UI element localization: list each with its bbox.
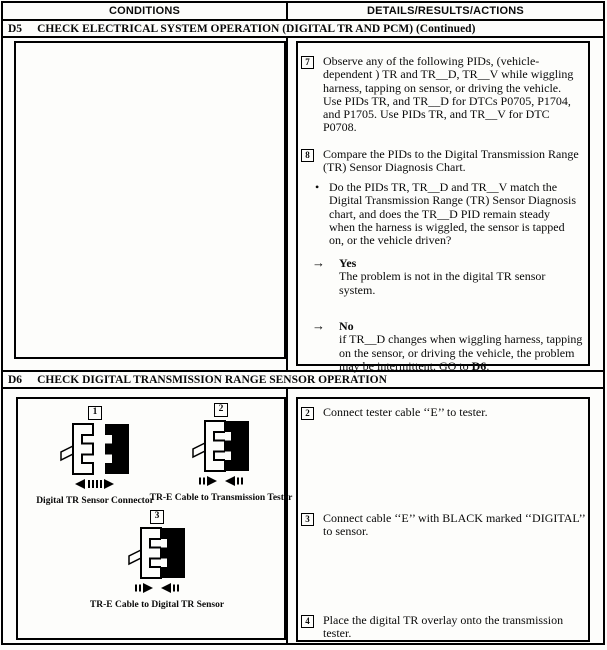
step-d6-title: CHECK DIGITAL TRANSMISSION RANGE SENSOR OPERATION — [37, 373, 387, 386]
step-text: Place the digital TR overlay onto the transmission tester. — [323, 613, 564, 641]
d5-details-box — [296, 41, 590, 373]
step-d5-id: D5 — [8, 22, 23, 35]
goto-step-ref: D6 — [471, 358, 487, 373]
step-text: Connect cable ‘‘E’’ with BLACK marked ‘‘DIGITAL’’ to sensor. — [323, 511, 585, 539]
figure-3 — [82, 510, 232, 610]
step-text: Compare the PIDs to the Digital Transmission Range (TR) Sensor Diagnosis Chart. — [323, 147, 579, 175]
figure-caption: Digital TR Sensor Connector — [36, 496, 154, 506]
details-column-header — [288, 3, 603, 21]
step-d5-title: CHECK ELECTRICAL SYSTEM OPERATION (DIGITAL TR AND PCM) (Continued) — [37, 22, 476, 35]
step-text: Connect tester cable ‘‘E’’ to tester. — [323, 405, 488, 419]
d6-conditions-box — [16, 397, 293, 640]
procedure-step-4 — [301, 614, 587, 641]
step-d6-title-row — [3, 370, 603, 389]
connector-connected-icon — [113, 526, 201, 596]
step-number-box: 2 — [301, 407, 314, 420]
yes-result — [312, 257, 583, 297]
procedure-step-3 — [301, 512, 587, 539]
no-result — [312, 320, 583, 373]
figure-2 — [146, 403, 296, 503]
yes-label: Yes — [339, 256, 357, 270]
result-arrow-icon: → — [312, 318, 325, 333]
step-text: Observe any of the following PIDs, (vehicle-dependent ) TR and TR__D, TR__V while wiggling harness, tapping on sensor, or driving the vehicle. Use PIDs TR, and TR__D for DTCs P0705, P1704, and P1705. Use PIDs TR, and TR__V for DTC P0708. — [323, 54, 574, 135]
step-d6-id: D6 — [8, 373, 23, 386]
step-d6-body-row — [3, 389, 603, 645]
d6-details-box — [296, 397, 590, 642]
step-number-box: 8 — [301, 149, 314, 162]
step-number-box: 3 — [301, 513, 314, 526]
d5-details-cell — [288, 38, 603, 373]
procedure-step-8 — [301, 148, 581, 175]
figure-number-box: 1 — [88, 406, 102, 420]
connector-disconnected-icon — [51, 422, 139, 492]
step-d5-title-row — [3, 21, 603, 38]
procedure-step-7 — [301, 55, 581, 135]
step-number-box: 7 — [301, 56, 314, 69]
figure-number-box: 2 — [214, 403, 228, 417]
details-header-label: DETAILS/RESULTS/ACTIONS — [367, 5, 524, 17]
no-text-period: . — [486, 358, 490, 373]
conditions-column-header — [3, 3, 288, 21]
d5-conditions-cell — [3, 38, 288, 370]
connector-connected-icon — [177, 419, 265, 489]
step-number-box: 4 — [301, 615, 314, 628]
d5-conditions-box — [14, 41, 286, 359]
conditions-header-label: CONDITIONS — [108, 5, 181, 17]
bullet-item — [315, 181, 579, 247]
procedure-step-2 — [301, 406, 587, 420]
d6-conditions-cell — [3, 389, 293, 645]
no-text: if TR__D changes when wiggling harness, tapping on the sensor, or driving the vehicle, the problem may be intermittent. GO to — [339, 332, 583, 373]
yes-result-body — [339, 257, 583, 297]
step-d5-body-row — [3, 38, 603, 373]
no-label: No — [339, 319, 354, 333]
result-arrow-icon: → — [312, 255, 325, 270]
no-result-body — [339, 320, 583, 373]
yes-text: The problem is not in the digital TR sensor system. — [339, 269, 546, 297]
figure-caption: TR-E Cable to Transmission Tester — [149, 493, 293, 503]
d6-details-cell — [288, 389, 603, 645]
bullet-icon: • — [315, 180, 320, 194]
figure-caption: TR-E Cable to Digital TR Sensor — [89, 600, 225, 610]
figure-number-box: 3 — [150, 510, 164, 524]
bullet-text: Do the PIDs TR, TR__D and TR__V match the Digital Transmission Range (TR) Sensor Diagnosis chart, and does the TR__D PID remain steady when the harness is wiggled, the sensor is tapped on, or the vehicle driven? — [329, 180, 577, 248]
